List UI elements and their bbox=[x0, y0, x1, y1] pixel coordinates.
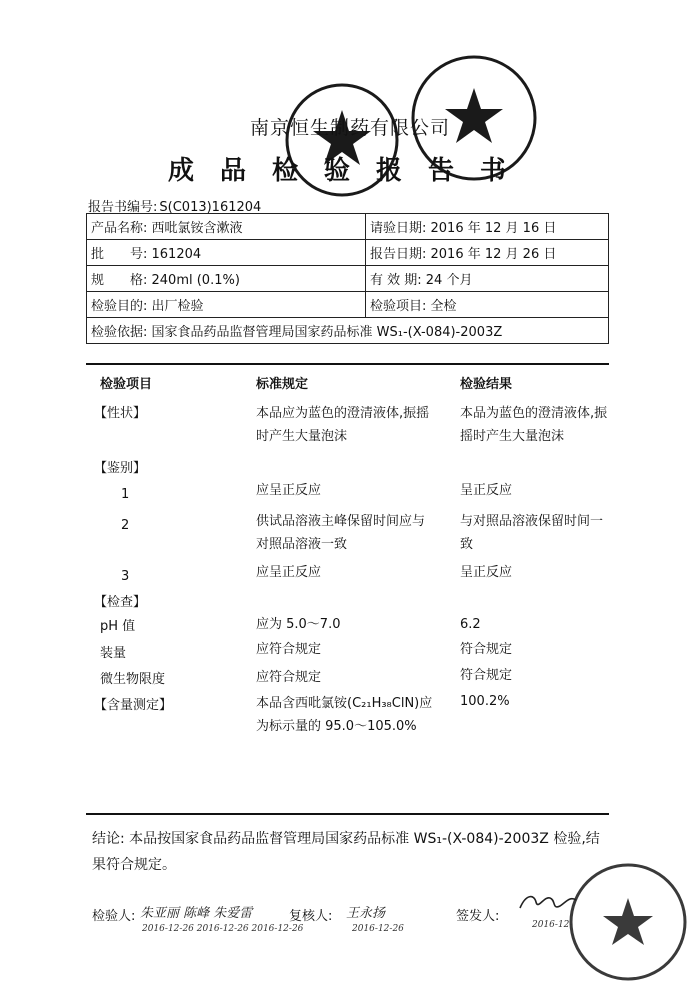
supplier-seal bbox=[566, 860, 690, 984]
info-row bbox=[87, 292, 609, 318]
issuer-label: 签发人: bbox=[456, 909, 500, 924]
identification-label: 【鉴别】 bbox=[94, 461, 147, 476]
batch-number: 批 号: 161204 bbox=[87, 240, 366, 266]
assay-standard: 本品含西吡氯铵(C₂₁H₃₈ClN)应为标示量的 95.0～105.0% bbox=[256, 696, 433, 734]
conclusion: 结论: 本品按国家食品药品监督管理局国家药品标准 WS₁-(X-084)-2003Z 检验,结果符合规定。 bbox=[92, 831, 600, 873]
check-label: 【检查】 bbox=[94, 595, 147, 610]
identification-1-result: 呈正反应 bbox=[460, 483, 513, 498]
issuer-signature bbox=[516, 888, 580, 916]
header-result: 检验结果 bbox=[460, 377, 513, 392]
validity-period: 有 效 期: 24 个月 bbox=[366, 266, 609, 292]
inspection-basis: 检验依据: 国家食品药品监督管理局国家药品标准 WS₁-(X-084)-2003Z bbox=[87, 318, 609, 344]
company-name: 南京恒生制药有限公司 bbox=[249, 117, 450, 139]
microbial-standard: 应符合规定 bbox=[256, 670, 322, 685]
info-table bbox=[86, 213, 609, 344]
assay-label: 【含量测定】 bbox=[94, 698, 173, 713]
specification: 规 格: 240ml (0.1%) bbox=[87, 266, 366, 292]
reviewer-signature: 王永扬 bbox=[346, 906, 386, 921]
fill-standard: 应符合规定 bbox=[256, 642, 322, 657]
fill-label: 装量 bbox=[100, 646, 127, 661]
microbial-result: 符合规定 bbox=[460, 668, 513, 683]
microbial-label: 微生物限度 bbox=[100, 672, 166, 687]
header-test-item: 检验项目 bbox=[100, 377, 153, 392]
info-row bbox=[87, 266, 609, 292]
ph-result: 6.2 bbox=[460, 617, 481, 632]
identification-3-standard: 应呈正反应 bbox=[256, 565, 322, 580]
inspection-item: 检验项目: 全检 bbox=[366, 292, 609, 318]
identification-2-result: 与对照品溶液保留时间一致 bbox=[460, 514, 604, 552]
ph-standard: 应为 5.0～7.0 bbox=[256, 617, 341, 632]
request-date: 请验日期: 2016 年 12 月 16 日 bbox=[366, 214, 609, 240]
identification-2-number: 2 bbox=[121, 518, 130, 533]
inspection-purpose: 检验目的: 出厂检验 bbox=[87, 292, 366, 318]
identification-1-number: 1 bbox=[121, 487, 130, 502]
identification-3-number: 3 bbox=[121, 569, 130, 584]
report-title: 成品检验报告书 bbox=[167, 156, 532, 186]
product-name: 产品名称: 西吡氯铵含漱液 bbox=[87, 214, 366, 240]
reviewer-date: 2016-12-26 bbox=[352, 924, 404, 934]
appearance-result: 本品为蓝色的澄清液体,振摇时产生大量泡沫 bbox=[460, 406, 608, 444]
report-number-value: S(C013)161204 bbox=[159, 200, 262, 215]
appearance-standard: 本品应为蓝色的澄清液体,振摇时产生大量泡沫 bbox=[256, 406, 430, 444]
inspector-signatures: 朱亚丽 陈峰 朱爱雷 bbox=[140, 906, 253, 921]
inspector-dates: 2016-12-26 2016-12-26 2016-12-26 bbox=[142, 924, 304, 934]
identification-2-standard: 供试品溶液主峰保留时间应与对照品溶液一致 bbox=[256, 514, 426, 552]
inspector-label: 检验人: bbox=[92, 909, 136, 924]
fill-result: 符合规定 bbox=[460, 642, 513, 657]
appearance-label: 【性状】 bbox=[94, 406, 147, 421]
assay-result: 100.2% bbox=[460, 694, 510, 709]
identification-1-standard: 应呈正反应 bbox=[256, 483, 322, 498]
results-bottom-rule bbox=[86, 813, 609, 815]
reviewer-label: 复核人: bbox=[289, 909, 333, 924]
ph-label: pH 值 bbox=[100, 619, 136, 634]
report-number-label: 报告书编号: bbox=[88, 200, 158, 215]
info-row bbox=[87, 318, 609, 344]
info-row bbox=[87, 214, 609, 240]
info-row bbox=[87, 240, 609, 266]
results-top-rule bbox=[86, 363, 609, 365]
report-date: 报告日期: 2016 年 12 月 26 日 bbox=[366, 240, 609, 266]
identification-3-result: 呈正反应 bbox=[460, 565, 513, 580]
header-standard: 标准规定 bbox=[256, 377, 309, 392]
issuer-date: 2016-12- bbox=[532, 920, 573, 930]
